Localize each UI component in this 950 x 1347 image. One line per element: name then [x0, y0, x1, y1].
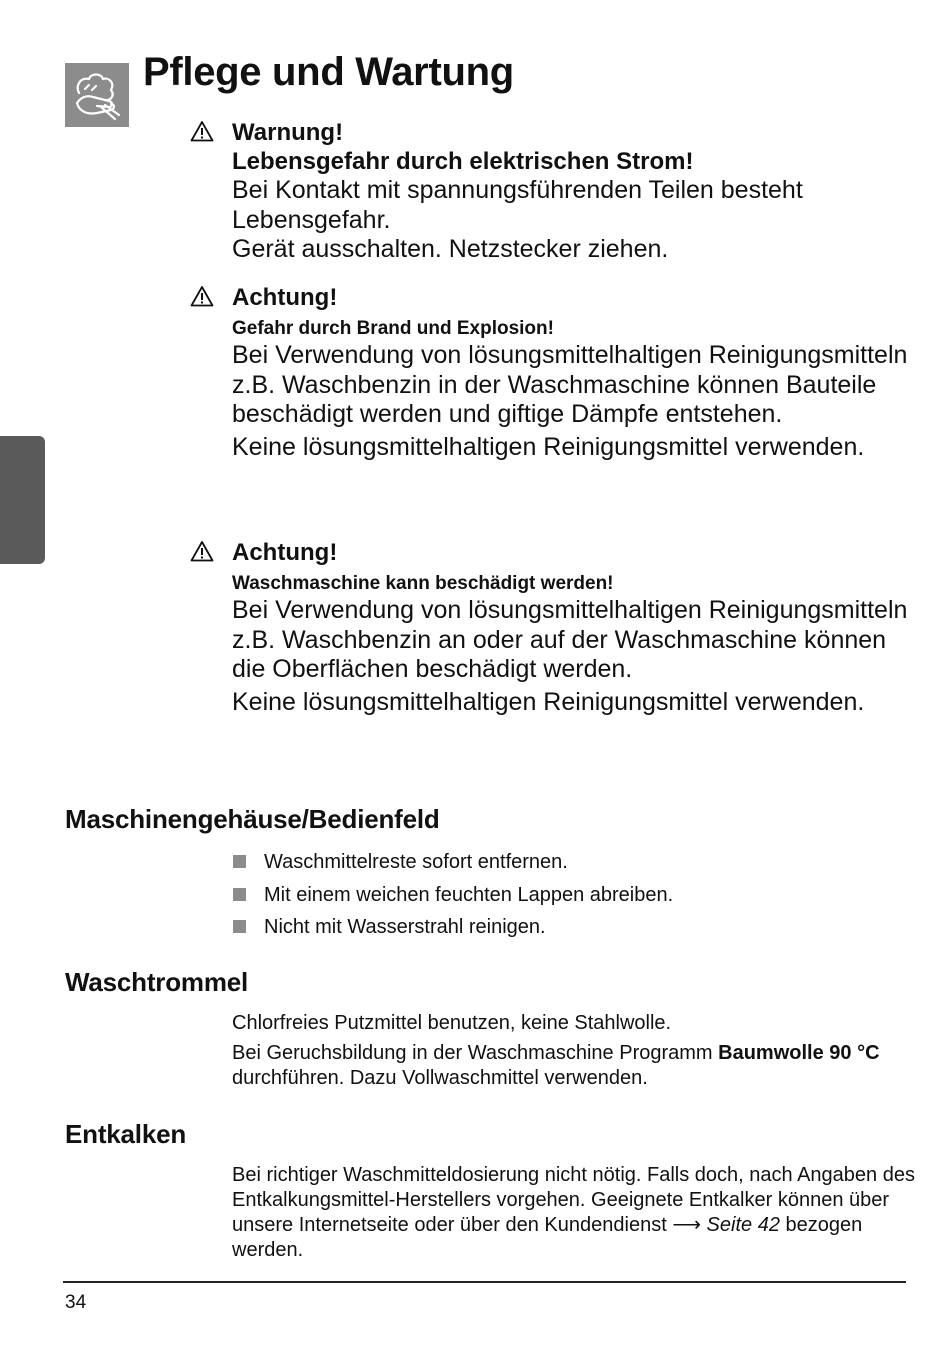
warning-heading: Warnung!: [232, 119, 344, 146]
warning-instruction: Keine lösungsmittelhaltigen Reinigungsmittel verwenden.: [232, 687, 865, 716]
warning-subtitle: Waschmaschine kann beschädigt werden!: [232, 573, 614, 594]
list-item: Nicht mit Wasserstrahl reinigen.: [232, 914, 912, 947]
page-title: Pflege und Wartung: [143, 50, 514, 94]
warning-triangle-icon: [190, 540, 214, 562]
program-name: Baumwolle 90 °C: [718, 1042, 880, 1064]
section-body-entkalken: [232, 1163, 922, 1268]
section-heading-gehaeuse: Maschinengehäuse/Bedienfeld: [65, 804, 440, 834]
warning-heading: Achtung!: [232, 284, 338, 311]
warning-instruction: Gerät ausschalten. Netzstecker ziehen.: [232, 235, 669, 263]
bullet-square-icon: [233, 855, 246, 868]
bullet-square-icon: [233, 888, 246, 901]
list-item: Mit einem weichen feuchten Lappen abreiben.: [232, 882, 912, 915]
warning-text: Bei Verwendung von lösungsmittelhaltigen Reinigungsmitteln z.B. Waschbenzin an oder auf der Waschmaschine können die Oberflächen beschädigt werden.: [232, 596, 908, 683]
paragraph: Bei Geruchsbildung in der Waschmaschine Programm Baumwolle 90 °C durchführen. Dazu Vollwaschmittel verwenden.: [232, 1042, 880, 1089]
bullet-square-icon: [233, 920, 246, 933]
paragraph: Chlorfreies Putzmittel benutzen, keine Stahlwolle.: [232, 1012, 672, 1034]
warning-triangle-icon: [190, 285, 214, 307]
warning-heading: Achtung!: [232, 539, 338, 566]
paragraph: Bei richtiger Waschmitteldosierung nicht nötig. Falls doch, nach Angaben des Entkalkungsmittel-Herstellers vorgehen. Geeignete Entkalker können über unsere Internetseite oder über den Kundendienst ⟶ Seite 42 bezogen werden.: [232, 1164, 915, 1261]
bullet-list-gehaeuse: [232, 849, 912, 947]
page-reference-link[interactable]: Seite 42: [706, 1214, 780, 1236]
page-number: 34: [65, 1292, 87, 1313]
warning-subtitle: Lebensgefahr durch elektrischen Strom!: [232, 148, 694, 175]
warning-subtitle: Gefahr durch Brand und Explosion!: [232, 318, 554, 339]
side-chapter-tab: [0, 436, 45, 564]
warning-triangle-icon: [190, 120, 214, 142]
list-item: Waschmittelreste sofort entfernen.: [232, 849, 912, 882]
section-heading-trommel: Waschtrommel: [65, 967, 249, 997]
warning-instruction: Keine lösungsmittelhaltigen Reinigungsmittel verwenden.: [232, 432, 865, 461]
section-body-trommel: [232, 1011, 922, 1096]
arrow-icon: ⟶: [672, 1214, 701, 1236]
cleaning-hand-icon: [65, 63, 129, 127]
footer-divider: [63, 1281, 906, 1283]
section-heading-entkalken: Entkalken: [65, 1119, 187, 1149]
warning-text: Bei Verwendung von lösungsmittelhaltigen Reinigungsmitteln z.B. Waschbenzin in der Waschmaschine können Bauteile beschädigt werden und giftige Dämpfe entstehen.: [232, 341, 908, 428]
warning-text: Bei Kontakt mit spannungsführenden Teilen besteht Lebensgefahr.: [232, 176, 803, 234]
